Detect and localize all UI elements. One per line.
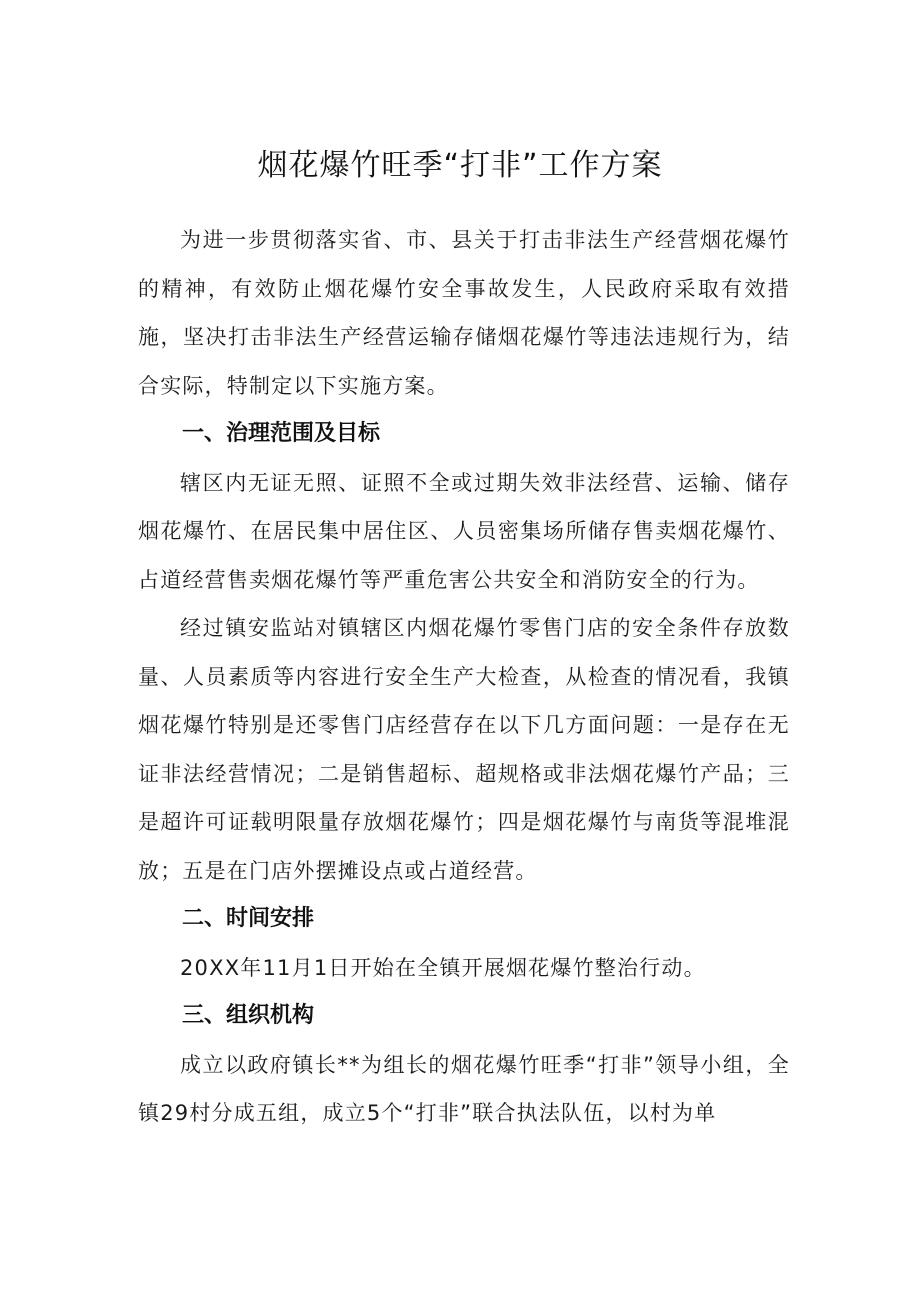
section-heading-schedule: 二、时间安排 bbox=[182, 906, 315, 931]
document-body bbox=[138, 216, 790, 1138]
section-heading-organization: 三、组织机构 bbox=[182, 1003, 315, 1028]
intro-paragraph: 为进一步贯彻落实省、市、县关于打击非法生产经营烟花爆竹的精神，有效防止烟花爆竹安全事故发生，人民政府采取有效措施，坚决打击非法生产经营运输存储烟花爆竹等违法违规行为，结合实际，特制定以下实施方案。 bbox=[138, 228, 790, 398]
schedule-paragraph: 20XX年11月1日开始在全镇开展烟花爆竹整治行动。 bbox=[180, 955, 706, 980]
organization-paragraph: 成立以政府镇长**为组长的烟花爆竹旺季“打非”领导小组，全镇29村分成五组，成立5个“打非”联合执法队伍，以村为单 bbox=[138, 1052, 790, 1125]
document-title: 烟花爆竹旺季“打非”工作方案 bbox=[257, 148, 663, 183]
scope-paragraph-1: 辖区内无证无照、证照不全或过期失效非法经营、运输、储存烟花爆竹、在居民集中居住区、人员密集场所储存售卖烟花爆竹、占道经营售卖烟花爆竹等严重危害公共安全和消防安全的行为。 bbox=[138, 470, 790, 592]
section-heading-scope: 一、治理范围及目标 bbox=[182, 421, 381, 446]
scope-paragraph-2: 经过镇安监站对镇辖区内烟花爆竹零售门店的安全条件存放数量、人员素质等内容进行安全生产大检查，从检查的情况看，我镇烟花爆竹特别是还零售门店经营存在以下几方面问题：一是存在无证非法经营情况；二是销售超标、超规格或非法烟花爆竹产品；三是超许可证载明限量存放烟花爆竹；四是烟花爆竹与南货等混堆混放；五是在门店外摆摊设点或占道经营。 bbox=[138, 616, 790, 883]
